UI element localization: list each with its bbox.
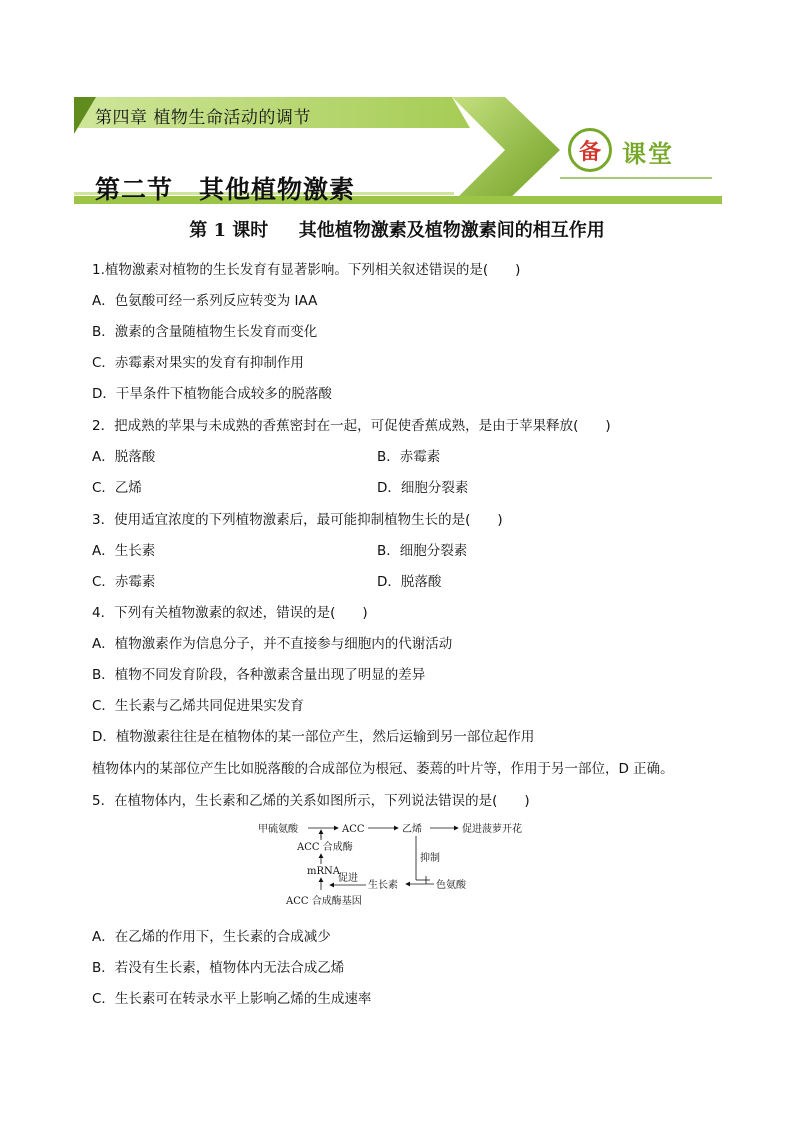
q5-option-b: B．若没有生长素，植物体内无法合成乙烯: [92, 960, 345, 976]
chapter-title: 第四章 植物生命活动的调节: [95, 108, 311, 128]
lesson-title: 第 1 课时 其他植物激素及植物激素间的相互作用: [189, 220, 605, 241]
q3-option-a: A．生长素: [92, 543, 156, 559]
q1-option-d: D．干旱条件下植物能合成较多的脱落酸: [92, 386, 332, 402]
diagram-auxin: 生长素: [368, 880, 398, 891]
q2-stem: 2．把成熟的苹果与未成熟的香蕉密封在一起，可促使香蕉成熟，是由于苹果释放( ): [92, 418, 611, 434]
diagram-mrna: mRNA: [307, 866, 340, 877]
q4-option-d: D．植物激素往往是在植物体的某一部位产生，然后运输到另一部位起作用: [92, 729, 535, 745]
badge-label: 课堂: [622, 140, 674, 168]
q1-option-a: A．色氨酸可经一系列反应转变为 IAA: [92, 293, 318, 309]
diagram-acc-gene: ACC 合成酶基因: [286, 896, 362, 907]
chevron-arrow: [452, 97, 560, 203]
q1-option-b: B．激素的含量随植物生长发育而变化: [92, 324, 318, 340]
q3-option-d: D．脱落酸: [377, 574, 442, 590]
diagram-acc: ACC: [342, 824, 365, 835]
badge-icon: 备: [568, 128, 612, 172]
q5-option-c: C．生长素可在转录水平上影响乙烯的生成速率: [92, 991, 372, 1007]
diagram-pineapple: 促进菠萝开花: [462, 824, 522, 835]
q2-option-d: D．细胞分裂素: [377, 480, 469, 496]
q5-option-a: A．在乙烯的作用下，生长素的合成减少: [92, 929, 331, 945]
q1-option-c: C．赤霉素对果实的发育有抑制作用: [92, 355, 304, 371]
hormone-pathway-diagram: [250, 818, 550, 910]
section-title: 第二节 其他植物激素: [95, 175, 356, 204]
q4-option-b: B．植物不同发育阶段，各种激素含量出现了明显的差异: [92, 667, 426, 683]
q4-option-a: A．植物激素作为信息分子，并不直接参与细胞内的代谢活动: [92, 636, 453, 652]
diagram-ethylene: 乙烯: [402, 824, 422, 835]
diagram-inhibit: 抑制: [420, 853, 440, 864]
diagram-tryptophan: 色氨酸: [436, 880, 466, 891]
q3-option-c: C．赤霉素: [92, 574, 156, 590]
diagram-promote: 促进: [338, 873, 358, 884]
q2-option-b: B．赤霉素: [377, 449, 441, 465]
q4-stem: 4．下列有关植物激素的叙述，错误的是( ): [92, 605, 368, 621]
diagram-acc-synthase: ACC 合成酶: [297, 842, 353, 853]
q2-option-a: A．脱落酸: [92, 449, 156, 465]
q2-option-c: C．乙烯: [92, 480, 142, 496]
q5-stem: 5．在植物体内，生长素和乙烯的关系如图所示，下列说法错误的是( ): [92, 793, 530, 809]
q1-stem: 1.植物激素对植物的生长发育有显著影响。下列相关叙述错误的是( ): [92, 262, 521, 278]
q3-option-b: B．细胞分裂素: [377, 543, 468, 559]
diagram-methionine: 甲硫氨酸: [258, 824, 298, 835]
q3-stem: 3．使用适宜浓度的下列植物激素后，最可能抑制植物生长的是( ): [92, 512, 503, 528]
q4-option-c: C．生长素与乙烯共同促进果实发育: [92, 698, 304, 714]
q4-note: 植物体内的某部位产生比如脱落酸的合成部位为根冠、萎蔫的叶片等，作用于另一部位，D 正确。: [92, 761, 674, 777]
